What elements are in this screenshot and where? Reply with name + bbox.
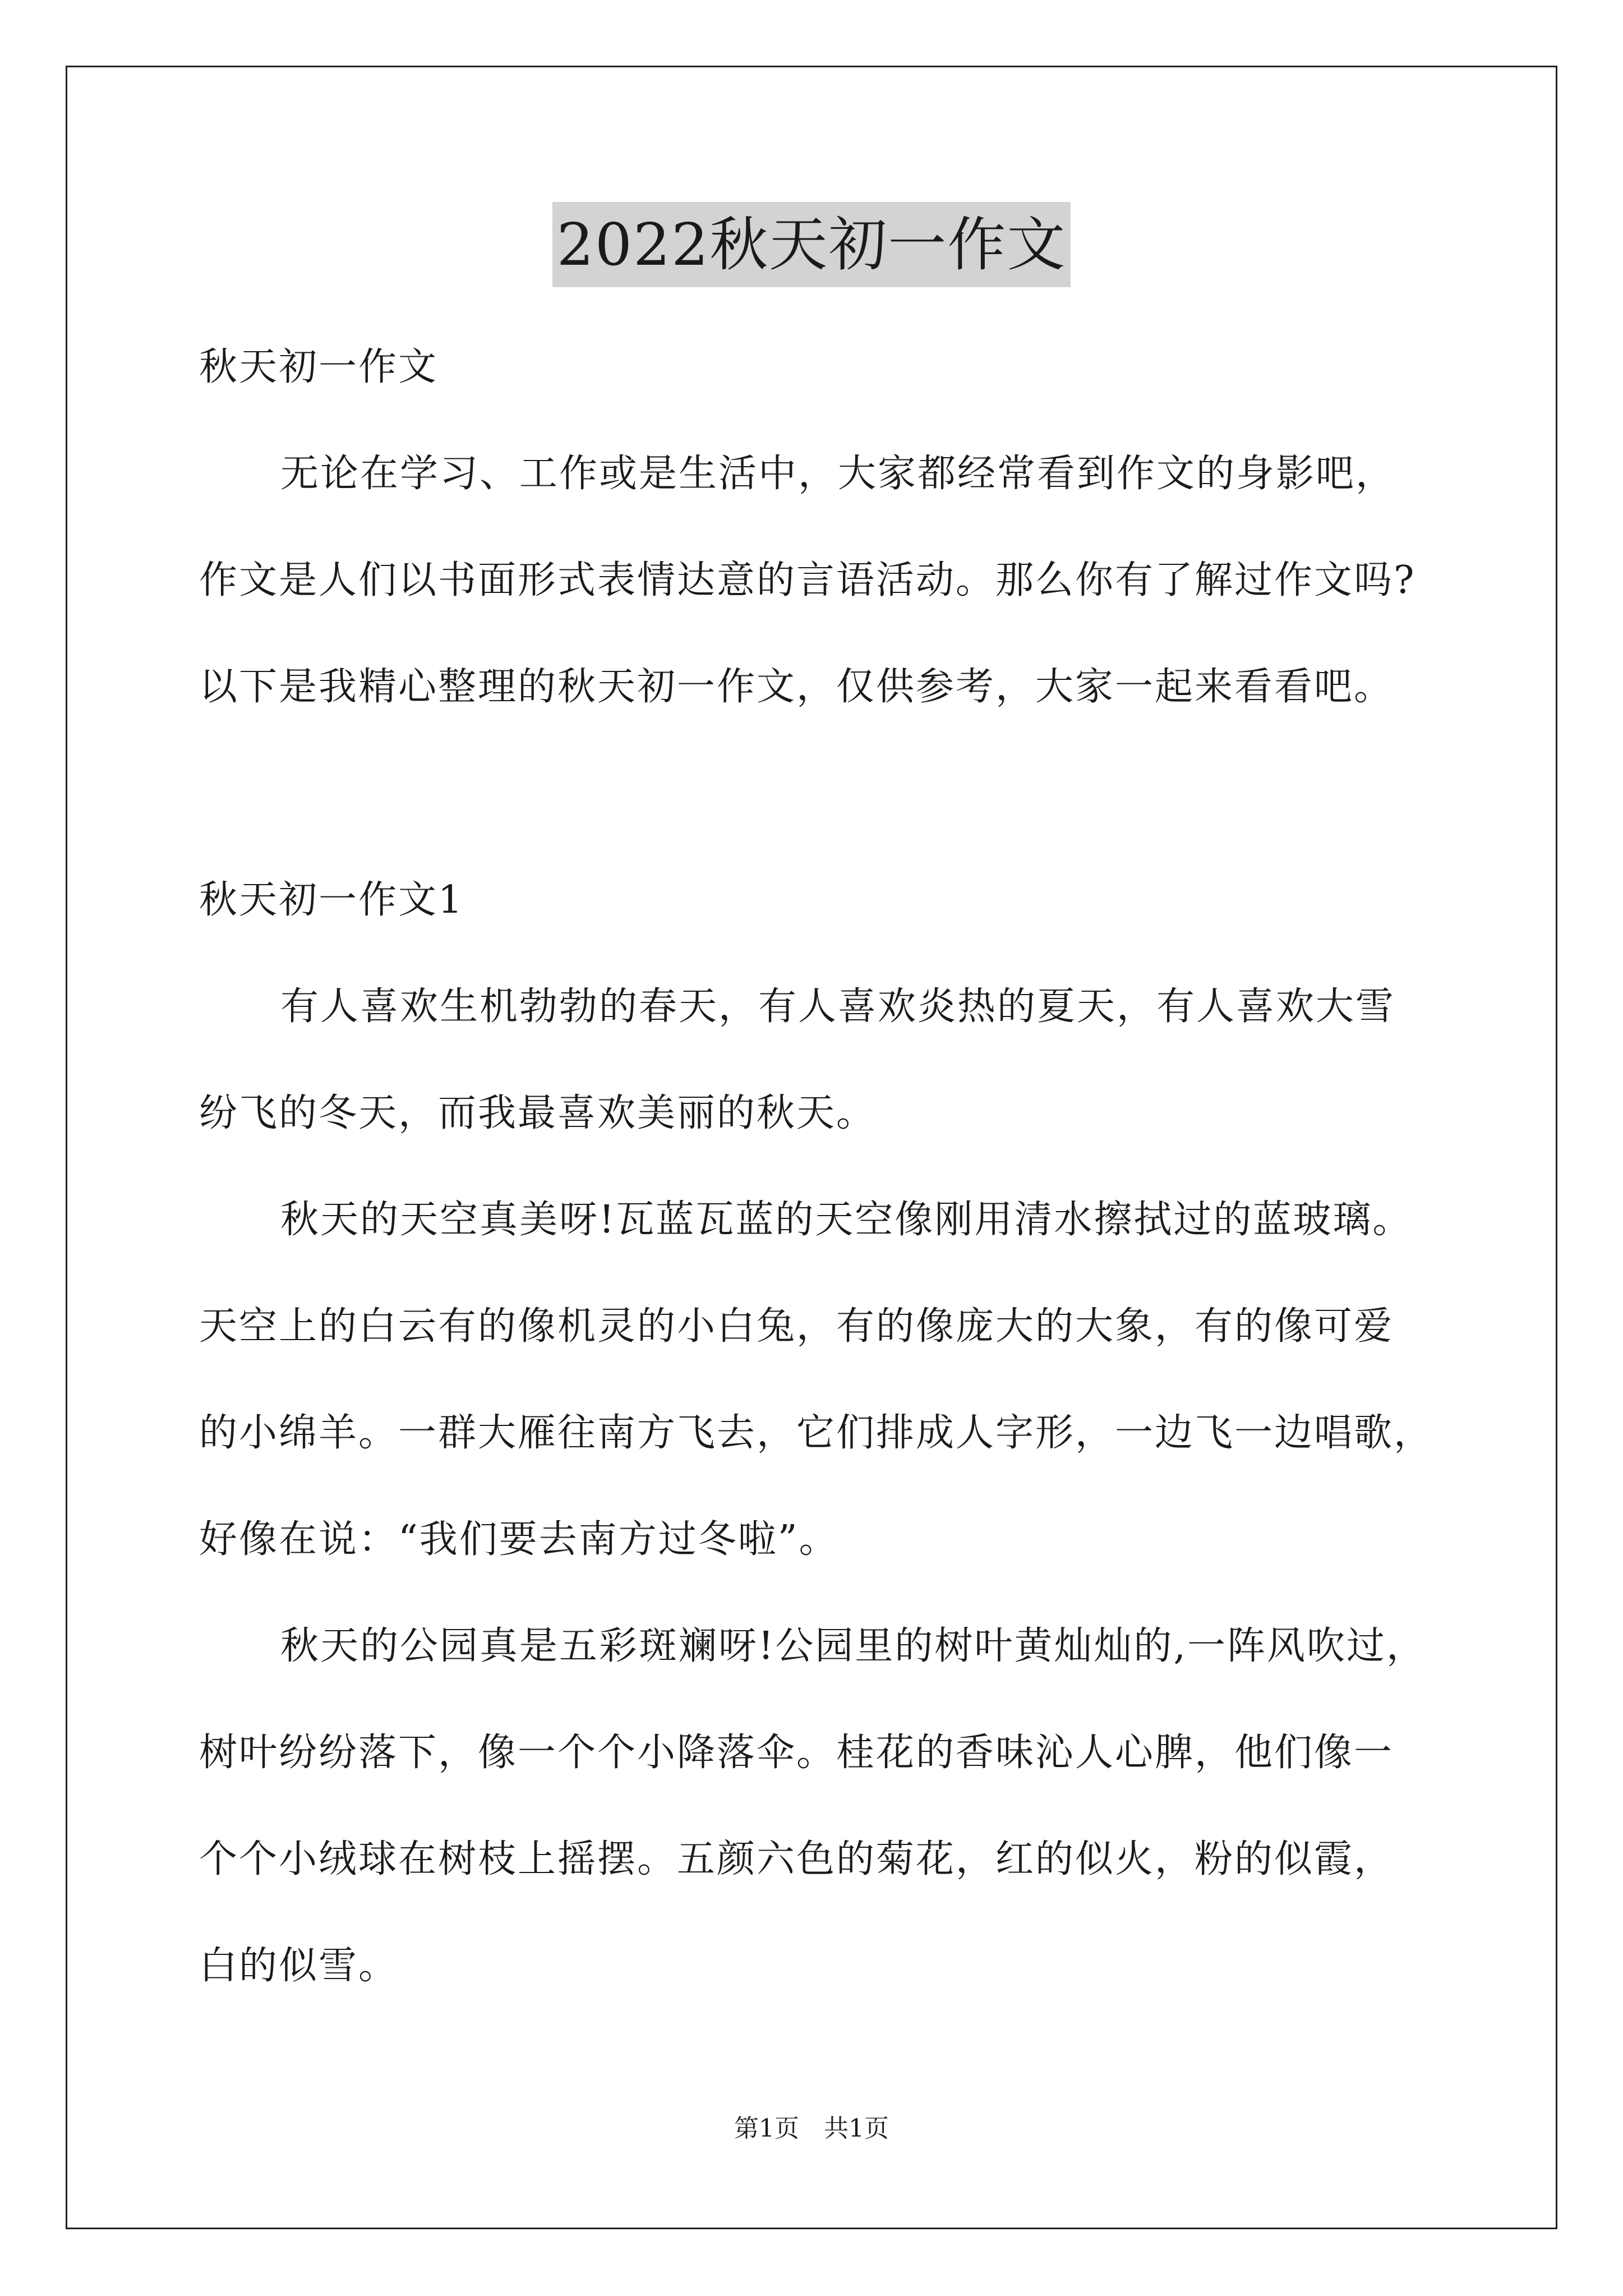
page-footer: 第1页 共1页 (734, 2114, 889, 2143)
document-body (199, 314, 1433, 2019)
paragraph-line: 以下是我精心整理的秋天初一作文，仅供参考，大家一起来看看吧。 (199, 665, 1394, 709)
paragraph-line: 秋天的公园真是五彩斑斓呀!公园里的树叶黄灿灿的,一阵风吹过， (280, 1624, 1426, 1668)
paragraph-line: 树叶纷纷落下，像一个个小降落伞。桂花的香味沁人心脾，他们像一 (199, 1731, 1394, 1775)
paragraph-line: 秋天的天空真美呀!瓦蓝瓦蓝的天空像刚用清水擦拭过的蓝玻璃。 (280, 1198, 1413, 1242)
paragraph-line: 个个小绒球在树枝上摇摆。五颜六色的菊花，红的似火，粉的似霞， (199, 1837, 1394, 1881)
paragraph-gap (199, 740, 1433, 847)
title-container (0, 202, 1623, 287)
section-heading: 秋天初一作文 (199, 345, 439, 389)
paragraph-line: 纷飞的冬天，而我最喜欢美丽的秋天。 (199, 1091, 877, 1135)
document-title: 2022秋天初一作文 (552, 202, 1071, 287)
paragraph-line: 的小绵羊。一群大雁往南方飞去，它们排成人字形，一边飞一边唱歌， (199, 1411, 1434, 1455)
paragraph-line: 作文是人们以书面形式表情达意的言语活动。那么你有了解过作文吗? (199, 558, 1416, 602)
paragraph-line: 天空上的白云有的像机灵的小白兔，有的像庞大的大象，有的像可爱 (199, 1304, 1394, 1349)
paragraph-line: 白的似雪。 (199, 1944, 399, 1988)
paragraph-line: 无论在学习、工作或是生活中，大家都经常看到作文的身影吧， (280, 452, 1396, 496)
paragraph-line: 有人喜欢生机勃勃的春天，有人喜欢炎热的夏天，有人喜欢大雪 (280, 984, 1396, 1029)
section-heading: 秋天初一作文1 (199, 878, 464, 922)
paragraph-line: 好像在说：“我们要去南方过冬啦”。 (199, 1517, 839, 1562)
